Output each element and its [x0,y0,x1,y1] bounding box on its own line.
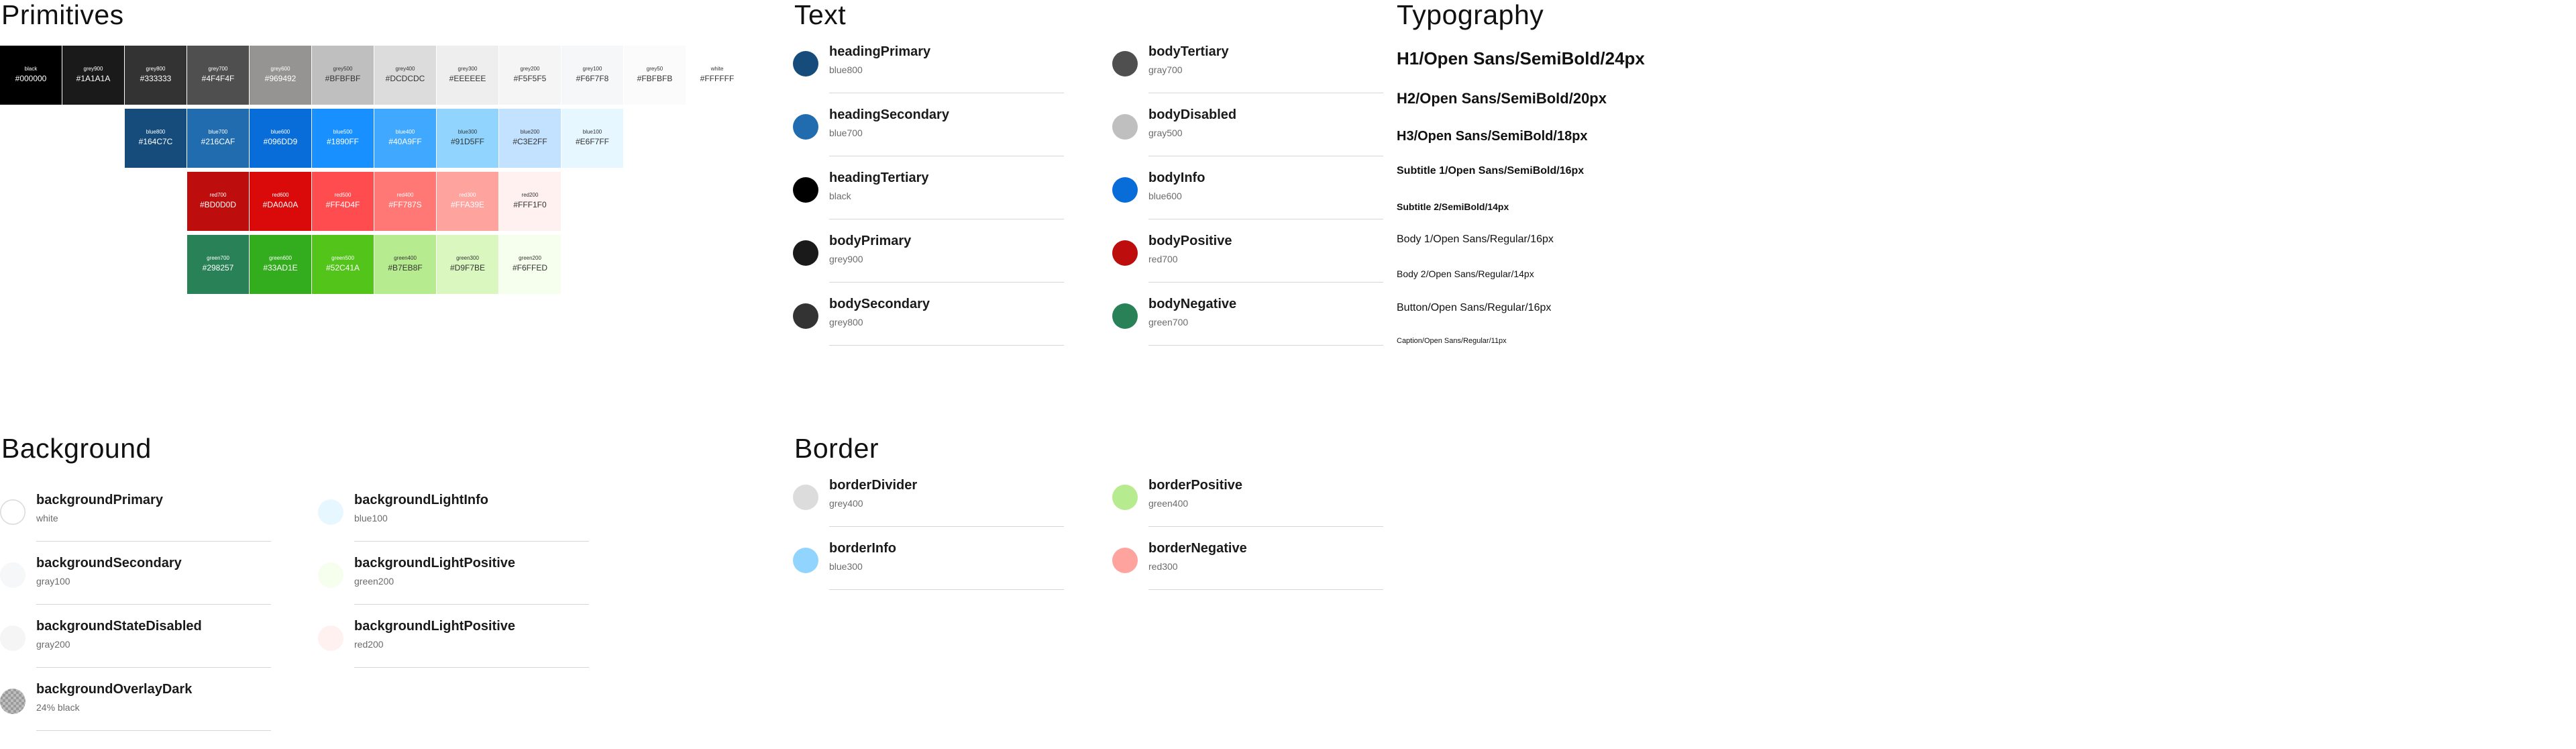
color-swatch-grey500 [312,46,374,105]
color-dot [0,689,25,714]
color-swatch-blue500 [312,109,374,168]
swatch-hex: #C3E2FF [513,137,547,147]
color-swatch-blue100 [561,109,623,168]
swatch-name: red200 [521,191,539,198]
color-swatch-grey800 [125,46,186,105]
divider [1148,526,1383,527]
swatch-hex: #DCDCDC [385,74,425,84]
color-swatch-grey700 [187,46,249,105]
color-dot [793,240,818,266]
color-swatch-red700 [187,172,249,231]
token-row [1112,44,1383,111]
token-row [793,478,1064,545]
token-value: green400 [1148,498,1189,509]
token-row [1112,478,1383,545]
token-value: red300 [1148,561,1178,572]
swatch-hex: #FBFBFB [637,74,673,84]
color-dot [1112,177,1138,203]
divider [354,667,589,668]
swatch-name: red400 [396,191,414,198]
token-row [0,619,271,686]
token-row [318,493,589,560]
divider [829,345,1064,346]
swatch-hex: #FFA39E [450,200,485,210]
token-name: backgroundLightPositive [354,619,516,634]
swatch-name: green300 [456,254,479,261]
swatch-name: blue600 [270,128,290,135]
token-value: grey800 [829,317,863,328]
color-dot [793,485,818,510]
color-swatch-grey400 [374,46,436,105]
swatch-hex: #FF787S [388,200,422,210]
color-swatch-red300 [437,172,498,231]
color-swatch-grey600 [250,46,311,105]
token-name: backgroundOverlayDark [36,682,193,697]
swatch-hex: #F5F5F5 [513,74,547,84]
divider [1148,345,1383,346]
token-name: backgroundSecondary [36,556,182,570]
swatch-name: blue100 [582,128,602,135]
divider [36,730,271,731]
primitives-palette [0,46,735,293]
color-swatch-green500 [312,235,374,294]
color-swatch-green400 [374,235,436,294]
swatch-hex: #164C7C [138,137,173,147]
color-dot [1112,548,1138,573]
swatch-hex: #FFF1F0 [513,200,547,210]
token-row [1112,234,1383,301]
color-dot [793,114,818,140]
token-name: borderPositive [1148,478,1243,493]
token-row [793,297,1064,364]
divider [1148,589,1383,590]
color-swatch-red500 [312,172,374,231]
token-value: green200 [354,576,394,587]
token-name: bodySecondary [829,297,930,311]
color-dot [1112,51,1138,77]
divider [829,589,1064,590]
color-swatch-green200 [499,235,561,294]
swatch-hex: #FF4D4F [325,200,360,210]
token-value: 24% black [36,702,80,713]
swatch-name: green200 [519,254,541,261]
token-value: gray100 [36,576,70,587]
swatch-name: grey500 [333,65,353,72]
token-row [1112,107,1383,174]
color-dot [1112,240,1138,266]
token-name: backgroundLightPositive [354,556,516,570]
swatch-name: grey300 [458,65,478,72]
divider [36,541,271,542]
color-swatch-red200 [499,172,561,231]
token-name: backgroundStateDisabled [36,619,202,634]
token-name: headingSecondary [829,107,949,122]
swatch-name: grey100 [582,65,602,72]
token-row [1112,170,1383,238]
color-swatch-red400 [374,172,436,231]
divider [1148,282,1383,283]
swatch-hex: #216CAF [201,137,235,147]
token-value: blue300 [829,561,863,572]
swatch-hex: #298257 [202,263,234,273]
primitives-title: Primitives [1,0,124,30]
token-value: gray700 [1148,64,1183,75]
divider [829,282,1064,283]
color-swatch-blue600 [250,109,311,168]
swatch-hex: #BD0D0D [199,200,237,210]
token-name: bodyDisabled [1148,107,1237,122]
swatch-hex: #000000 [15,74,47,84]
typography-title: Typography [1397,0,1544,30]
swatch-name: red500 [334,191,352,198]
color-dot [318,626,343,651]
token-name: bodyPositive [1148,234,1232,248]
token-value: blue700 [829,128,863,138]
color-swatch-white [686,46,748,105]
swatch-hex: #333333 [140,74,172,84]
token-value: blue800 [829,64,863,75]
color-swatch-green300 [437,235,498,294]
swatch-name: grey200 [520,65,540,72]
token-row [793,170,1064,238]
token-row [793,234,1064,301]
type-style-sample: H2/Open Sans/SemiBold/20px [1397,90,1607,107]
color-dot [793,303,818,329]
swatch-hex: #E6F7FF [575,137,609,147]
swatch-hex: #91D5FF [450,137,485,147]
swatch-name: white [710,65,724,72]
token-row [318,556,589,623]
swatch-hex: #F6FFED [512,263,547,273]
color-dot [793,177,818,203]
color-swatch-black [0,46,62,105]
token-value: black [829,191,851,201]
swatch-hex: #F6F7F8 [576,74,609,84]
color-dot [793,548,818,573]
swatch-hex: #1890FF [326,137,360,147]
swatch-name: blue300 [458,128,478,135]
swatch-name: green700 [207,254,229,261]
color-swatch-blue800 [125,109,186,168]
color-swatch-blue300 [437,109,498,168]
token-name: bodyPrimary [829,234,912,248]
token-name: borderNegative [1148,541,1247,556]
swatch-hex: #FFFFFF [700,74,735,84]
token-value: gray500 [1148,128,1183,138]
color-dot [1112,114,1138,140]
swatch-hex: #D9F7BE [449,263,486,273]
swatch-name: grey50 [646,65,663,72]
color-swatch-red600 [250,172,311,231]
color-swatch-grey50 [624,46,686,105]
swatch-hex: #969492 [264,74,297,84]
token-value: green700 [1148,317,1189,328]
swatch-hex: #BFBFBF [325,74,361,84]
type-style-sample: Button/Open Sans/Regular/16px [1397,302,1552,313]
swatch-hex: #1A1A1A [76,74,111,84]
text-title: Text [794,0,847,30]
token-row [1112,541,1383,608]
color-swatch-grey100 [561,46,623,105]
color-swatch-grey200 [499,46,561,105]
type-style-sample: Subtitle 2/SemiBold/14px [1397,201,1509,212]
color-swatch-blue400 [374,109,436,168]
swatch-name: grey900 [83,65,103,72]
token-row [0,556,271,623]
border-title: Border [794,433,879,464]
swatch-name: blue400 [395,128,415,135]
swatch-name: red700 [209,191,227,198]
swatch-hex: #096DD9 [263,137,298,147]
color-swatch-green700 [187,235,249,294]
swatch-hex: #33AD1E [263,263,298,273]
divider [829,526,1064,527]
color-dot [0,626,25,651]
color-swatch-green600 [250,235,311,294]
swatch-name: green500 [331,254,354,261]
token-value: red200 [354,639,384,650]
color-dot [318,562,343,588]
swatch-name: blue500 [333,128,353,135]
divider [36,667,271,668]
swatch-name: blue700 [208,128,228,135]
background-title: Background [1,433,152,464]
color-swatch-blue200 [499,109,561,168]
type-style-sample: H3/Open Sans/SemiBold/18px [1397,129,1588,144]
token-value: grey400 [829,498,863,509]
swatch-hex: #4F4F4F [201,74,235,84]
swatch-name: grey700 [208,65,228,72]
token-row [1112,297,1383,364]
swatch-name: grey600 [270,65,290,72]
color-dot [793,51,818,77]
divider [36,604,271,605]
token-name: headingTertiary [829,170,929,185]
token-row [318,619,589,686]
color-dot [0,499,25,525]
swatch-name: black [24,65,38,72]
color-dot [1112,303,1138,329]
swatch-name: blue200 [520,128,540,135]
color-swatch-grey300 [437,46,498,105]
divider [354,604,589,605]
swatch-name: red300 [459,191,476,198]
swatch-hex: #B7EB8F [388,263,423,273]
token-name: headingPrimary [829,44,931,59]
swatch-name: grey800 [146,65,166,72]
token-value: blue100 [354,513,388,523]
token-value: red700 [1148,254,1178,264]
swatch-name: blue800 [146,128,166,135]
token-name: backgroundLightInfo [354,493,488,507]
token-name: bodyInfo [1148,170,1205,185]
color-dot [0,562,25,588]
swatch-name: green600 [269,254,292,261]
swatch-name: green400 [394,254,417,261]
token-row [0,493,271,560]
token-value: blue600 [1148,191,1182,201]
swatch-hex: #DA0A0A [262,200,299,210]
swatch-hex: #40A9FF [388,137,422,147]
token-row [0,682,271,749]
swatch-hex: #52C41A [325,263,360,273]
token-value: grey900 [829,254,863,264]
token-row [793,44,1064,111]
color-dot [1112,485,1138,510]
token-name: bodyTertiary [1148,44,1229,59]
type-style-sample: H1/Open Sans/SemiBold/24px [1397,48,1645,68]
token-name: borderDivider [829,478,918,493]
swatch-name: red600 [272,191,289,198]
divider [354,541,589,542]
swatch-name: grey400 [395,65,415,72]
token-name: borderInfo [829,541,896,556]
token-row [793,541,1064,608]
type-style-sample: Subtitle 1/Open Sans/SemiBold/16px [1397,165,1585,177]
color-dot [318,499,343,525]
token-name: backgroundPrimary [36,493,163,507]
token-row [793,107,1064,174]
type-style-sample: Body 2/Open Sans/Regular/14px [1397,268,1534,279]
type-style-sample: Caption/Open Sans/Regular/11px [1397,337,1507,345]
token-value: gray200 [36,639,70,650]
type-style-sample: Body 1/Open Sans/Regular/16px [1397,234,1554,245]
color-swatch-blue700 [187,109,249,168]
color-swatch-grey900 [62,46,124,105]
token-name: bodyNegative [1148,297,1237,311]
token-value: white [36,513,58,523]
swatch-hex: #EEEEEE [449,74,486,84]
